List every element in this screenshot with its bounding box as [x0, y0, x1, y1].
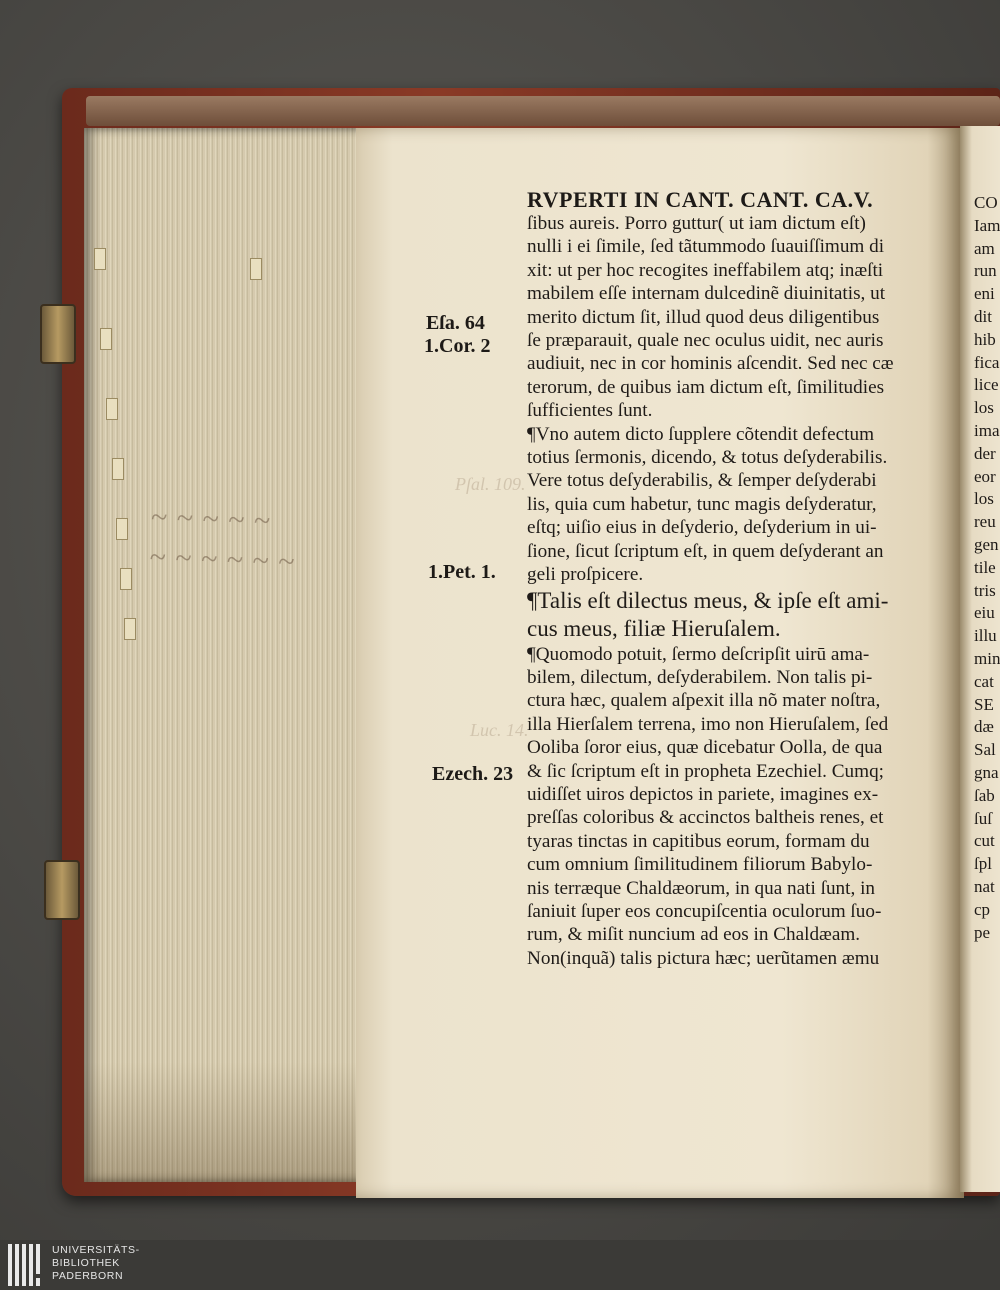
text-line: xit: ut per hoc recogites ineffabilem atq; inæſti	[527, 259, 884, 281]
right-page-line: gna	[974, 762, 999, 782]
right-page-line: CO	[974, 193, 998, 212]
body-text	[527, 212, 959, 970]
right-page-line: ſpl	[974, 854, 992, 874]
right-page-line: pe	[974, 922, 991, 942]
right-page-line: ſuſ	[974, 808, 992, 828]
running-head: RVPERTI IN CANT. CANT. CA.V.	[527, 187, 874, 212]
text-line: mabilem eſſe internam dulcedinẽ diuinitatis, ut	[527, 283, 886, 305]
text-line: ¶Vno autem dicto ſupplere cõtendit defectum	[527, 423, 875, 445]
text-line: Ooliba ſoror eius, quæ dicebatur Oolla, de qua	[527, 737, 883, 759]
fore-edge-page-block	[84, 128, 374, 1182]
page-tab-marker	[106, 398, 118, 420]
upper-clasp	[40, 304, 76, 364]
right-page-line: dæ	[974, 717, 994, 737]
right-page-line: min	[974, 648, 1000, 668]
right-page-line: Iam	[974, 215, 1000, 235]
showthrough-psal: Pſal. 109.	[455, 474, 526, 494]
library-name-line: UNIVERSITÄTS-	[52, 1244, 140, 1256]
text-line: ſufficientes ſunt.	[527, 400, 653, 422]
text-line: & ſic ſcriptum eſt in propheta Ezechiel. Cumq;	[527, 760, 885, 782]
showthrough-luc: Luc. 14.	[470, 720, 529, 740]
text-line: geli proſpicere.	[527, 564, 644, 586]
right-page-line: cut	[974, 831, 995, 851]
lemma-line: ¶Talis eſt dilectus meus, & ipſe eſt ami-	[527, 587, 889, 613]
text-line: ctura hæc, qualem aſpexit illa nõ mater noſtra,	[527, 690, 881, 712]
text-line: ſaniuit ſuper eos concupiſcentia oculorum ſuo-	[527, 900, 882, 922]
right-page-line: eiu	[974, 603, 995, 623]
page-tab-marker	[94, 248, 106, 270]
page-tab-marker	[250, 258, 262, 280]
text-line: bilem, dilectum, deſyderabilem. Non talis pi-	[527, 666, 873, 688]
lower-clasp	[44, 860, 80, 920]
right-page-line: hib	[974, 329, 996, 349]
marginal-note-ezech: Ezech. 23	[432, 763, 514, 785]
page-tab-marker	[116, 518, 128, 540]
right-page-line: nat	[974, 876, 995, 896]
library-name-line: BIBLIOTHEK	[52, 1257, 120, 1269]
text-line: terorum, de quibus iam dictum eſt, ſimilitudies	[527, 376, 885, 398]
right-page-line: ima	[974, 420, 1000, 440]
text-line: ſione, ſicut ſcriptum eſt, in quem deſyderant an	[527, 540, 884, 562]
text-line: eſtq; uiſio eius in deſyderio, deſyderium in ui-	[527, 517, 877, 539]
right-page-line: dit	[974, 306, 992, 326]
text-line: cum omnium ſimilitudinem filiorum Babylo-	[527, 854, 873, 876]
text-line: nis terræque Chaldæorum, in qua nati ſunt, in	[527, 877, 875, 899]
page-tab-marker	[112, 458, 124, 480]
right-page-line: der	[974, 443, 996, 463]
text-line: nulli i ei ſimile, ſed tãtummodo ſuauiſſimum di	[527, 236, 885, 258]
lemma-line: cus meus, filiæ Hieruſalem.	[527, 615, 781, 641]
right-page-line: am	[974, 238, 995, 258]
text-line: Non(inquã) talis pictura hæc; uerũtamen æmu	[527, 947, 880, 969]
right-page-line: Sal	[974, 740, 996, 760]
marginal-note-pet: 1.Pet. 1.	[428, 561, 496, 583]
text-line: Vere totus deſyderabilis, & ſemper deſyderabi	[527, 470, 877, 492]
book-headband	[86, 96, 1000, 126]
right-page-line: cat	[974, 671, 994, 691]
right-page-line: lice	[974, 375, 999, 395]
text-line: totius ſermonis, dicendo, & totus deſyderabilis.	[527, 447, 888, 469]
page-tab-marker	[100, 328, 112, 350]
right-page-line: SE	[974, 694, 994, 714]
text-line: ſe præparauit, quale nec oculus uidit, nec auris	[527, 330, 884, 352]
page-tab-marker	[120, 568, 132, 590]
right-page-line: run	[974, 261, 997, 281]
right-page-line: tile	[974, 557, 996, 577]
page-tab-marker	[124, 618, 136, 640]
text-line: audiuit, nec in cor hominis aſcendit. Sed nec cæ	[527, 353, 894, 375]
text-line: rum, & miſit nuncium ad eos in Chaldæam.	[527, 924, 861, 946]
marginal-note-esa: Eſa. 64	[426, 312, 485, 334]
library-name-line: PADERBORN	[52, 1270, 124, 1282]
right-page-line: fica	[974, 352, 1000, 372]
text-line: uidiſſet uiros depictos in pariete, imagines ex-	[527, 783, 879, 805]
right-page-line: eni	[974, 284, 995, 304]
text-line: ſibus aureis. Porro guttur( ut iam dictum eſt)	[527, 213, 866, 234]
library-name	[52, 1244, 140, 1283]
right-page-line: illu	[974, 626, 997, 646]
text-line: preſſas coloribus & accinctos baltheis renes, et	[527, 807, 884, 829]
right-page-line: ſab	[974, 785, 995, 805]
marginal-note-cor: 1.Cor. 2	[424, 335, 491, 357]
right-page-line: gen	[974, 534, 999, 554]
right-page-line: tris	[974, 580, 996, 600]
library-logo-icon	[8, 1244, 48, 1286]
right-page-line: reu	[974, 512, 996, 532]
library-footer	[0, 1240, 1000, 1290]
text-line: ¶Quomodo potuit, ſermo deſcripſit uirū ama-	[527, 643, 870, 665]
text-line: lis, quia cum habetur, tunc magis deſyderatur,	[527, 493, 877, 515]
text-line: illa Hierſalem terrena, imo non Hieruſalem, ſed	[527, 713, 889, 735]
right-page-line: los	[974, 398, 994, 418]
right-page-line: cp	[974, 899, 991, 919]
fore-edge-inscription: ~ ~ ~ ~ ~ ~ ~ ~ ~ ~ ~	[148, 500, 296, 579]
text-line: merito dictum ſit, illud quod deus diligentibus	[527, 306, 880, 328]
right-page-text	[974, 192, 1000, 944]
text-line: tyaras tinctas in capitibus eorum, formam du	[527, 830, 870, 852]
right-page-line: los	[974, 489, 994, 509]
right-page-line: eor	[974, 466, 996, 486]
